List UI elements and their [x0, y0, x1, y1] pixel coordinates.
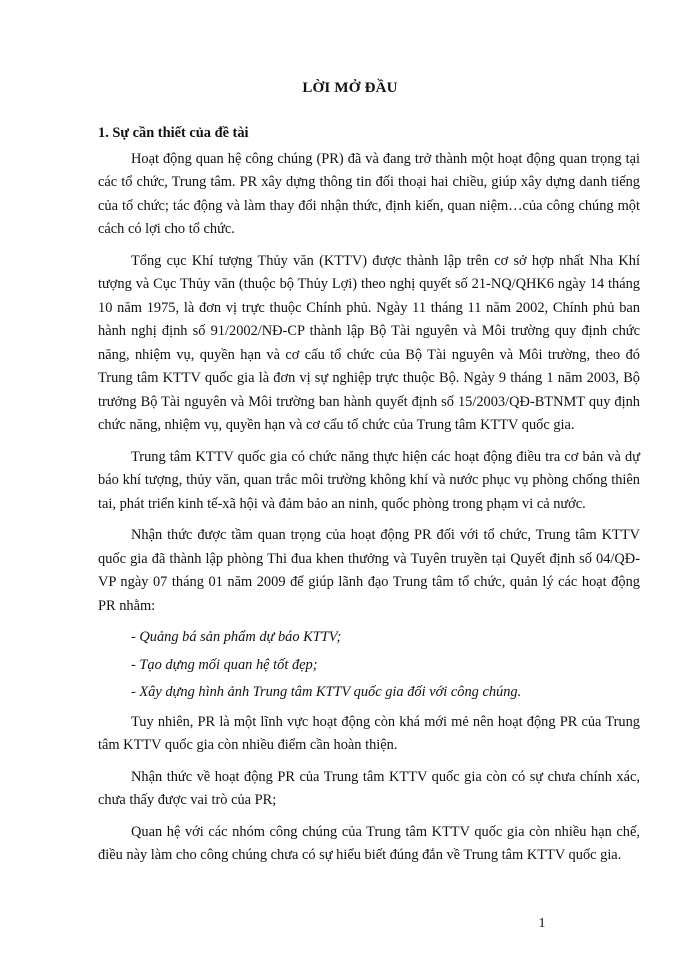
paragraph-relations: Quan hệ với các nhóm công chúng của Trung tâm KTTV quốc gia còn nhiều hạn chế, điều này làm cho công chúng chưa có sự hiểu biết đúng đắn về Trung tâm KTTV quốc gia.	[98, 823, 640, 863]
paragraph-intro: Hoạt động quan hệ công chúng (PR) đã và đang trở thành một hoạt động quan trọng tại các tổ chức, Trung tâm. PR xây dựng thông tin đối thoại hai chiều, giúp xây dựng danh tiếng của tổ chức; tác động và làm thay đổi nhận thức, định kiến, quan niệm…của công chúng một cách có lợi cho tổ chức.	[98, 150, 640, 237]
paragraph-awareness: Nhận thức được tầm quan trọng của hoạt động PR đối với tổ chức, Trung tâm KTTV quốc gia đã thành lập phòng Thi đua khen thưởng và Tuyên truyền tại Quyết định số 04/QĐ-VP ngày 07 tháng 01 năm 2009 để giúp lãnh đạo Trung tâm tổ chức, quản lý các hoạt động PR nhằm:	[98, 527, 640, 614]
pr-goals-list	[98, 626, 640, 705]
list-item: - Xây dựng hình ảnh Trung tâm KTTV quốc gia đối với công chúng.	[131, 684, 522, 700]
paragraph-however: Tuy nhiên, PR là một lĩnh vực hoạt động còn khá mới mẻ nên hoạt động PR của Trung tâm KTTV quốc gia còn nhiều điểm cần hoàn thiện.	[98, 713, 640, 753]
section-heading: 1. Sự cần thiết của đề tài	[98, 125, 249, 141]
list-item: - Tạo dựng mối quan hệ tốt đẹp;	[131, 656, 318, 673]
paragraph-function: Trung tâm KTTV quốc gia có chức năng thực hiện các hoạt động điều tra cơ bản và dự báo khí tượng, thủy văn, quan trắc môi trường không khí và nước phục vụ phòng chống thiên tai, phát triển kinh tế-xã hội và đảm bảo an ninh, quốc phòng trong phạm vi cả nước.	[98, 448, 640, 512]
document-body	[98, 122, 640, 876]
page-number: 1	[538, 916, 546, 931]
paragraph-perception: Nhận thức về hoạt động PR của Trung tâm KTTV quốc gia còn có sự chưa chính xác, chưa thấy được vai trò của PR;	[98, 768, 640, 808]
page-title: LỜI MỞ ĐẦU	[302, 80, 398, 96]
list-item: - Quảng bá sản phẩm dự báo KTTV;	[131, 629, 342, 645]
paragraph-history: Tổng cục Khí tượng Thủy văn (KTTV) được thành lập trên cơ sở hợp nhất Nha Khí tượng và Cục Thủy văn (thuộc bộ Thủy Lợi) theo nghị quyết số 21-NQ/QHK6 ngày 14 tháng 10 năm 1975, là đơn vị trực thuộc Chính phủ. Ngày 11 tháng 11 năm 2002, Chính phủ ban hành nghị định số 91/2002/NĐ-CP thành lập Bộ Tài nguyên và Môi trường quy định chức năng, nhiệm vụ, quyền hạn và cơ cấu tổ chức của Bộ Tài nguyên và Môi trường, theo đó Trung tâm KTTV quốc gia là đơn vị sự nghiệp trực thuộc Bộ. Ngày 9 tháng 1 năm 2003, Bộ trưởng Bộ Tài nguyên và Môi trường ban hành quyết định số 15/2003/QĐ-BTNMT quy định chức năng, nhiệm vụ, quyền hạn và cơ cấu tổ chức của Trung tâm KTTV quốc gia.	[98, 252, 640, 433]
